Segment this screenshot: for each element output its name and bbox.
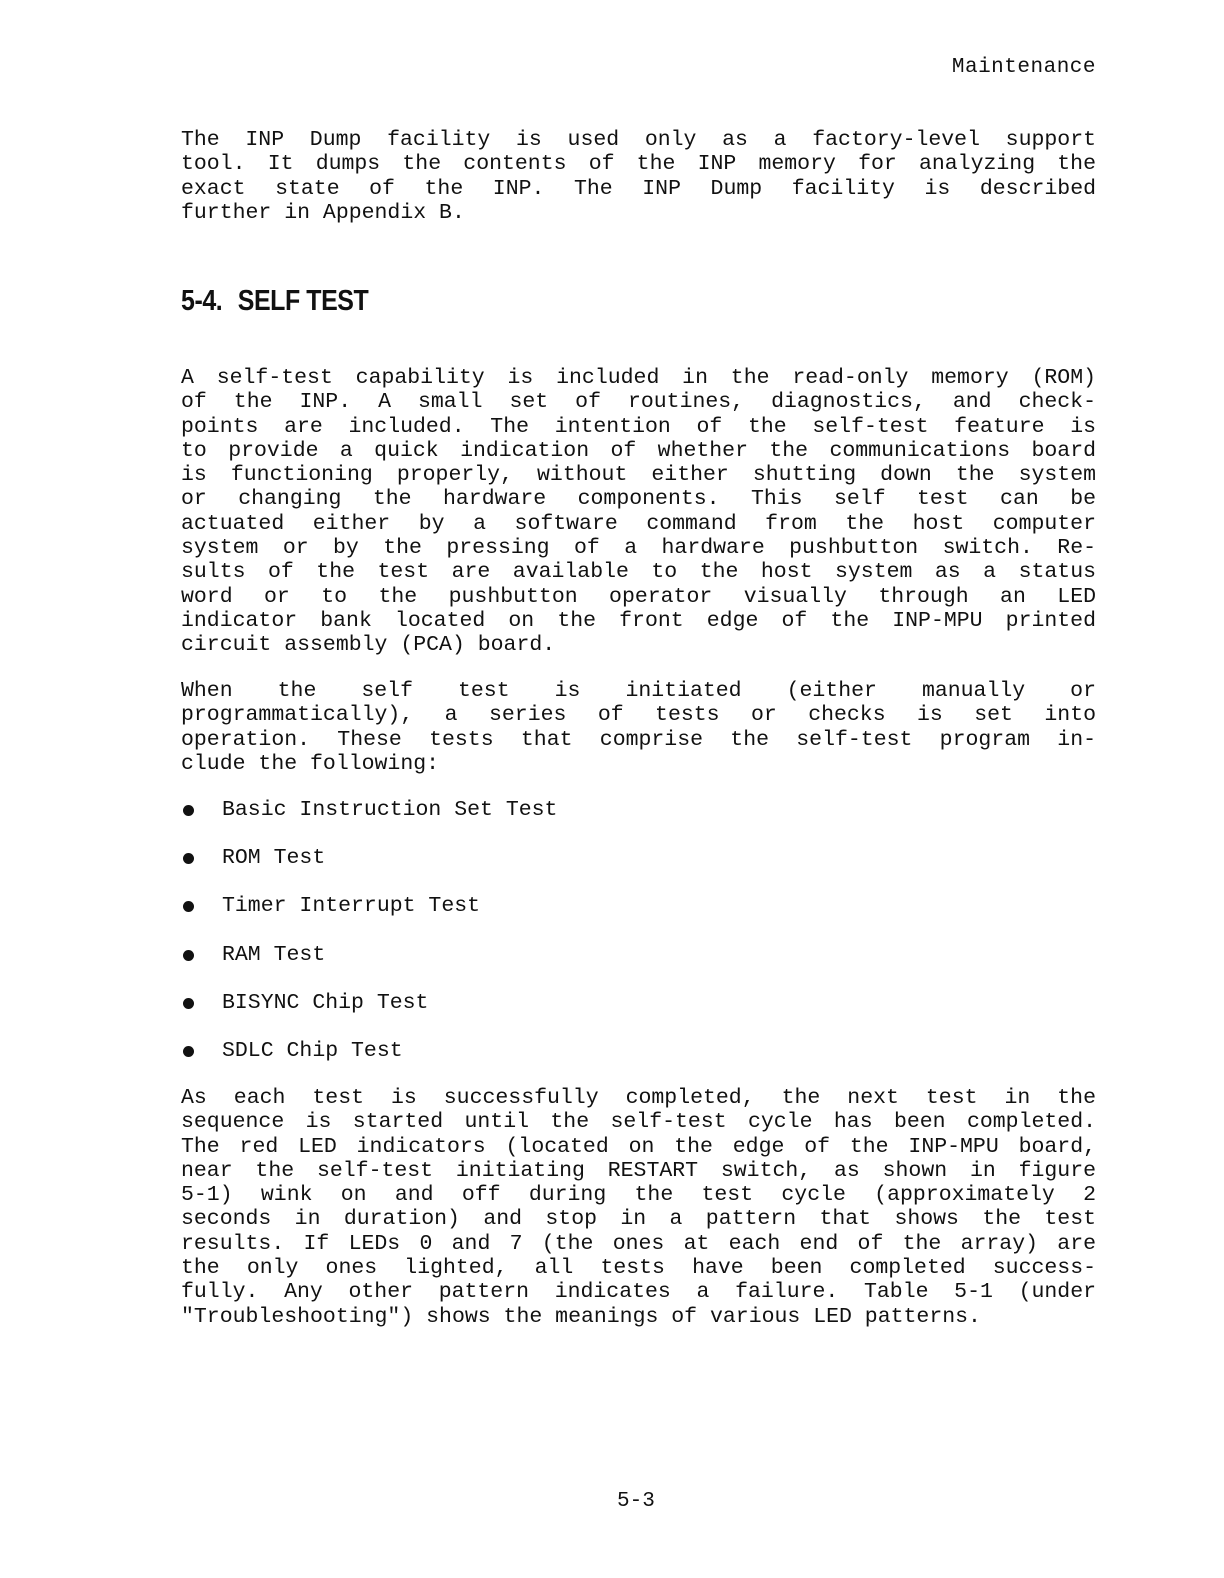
- text-line: points are included. The intention of the self-test feature is: [181, 414, 1096, 439]
- bullet-icon: [183, 998, 194, 1009]
- text-line: further in Appendix B.: [181, 200, 465, 225]
- text-line: As each test is successfully completed, the next test in the: [181, 1086, 1096, 1110]
- text-line: indicator bank located on the front edge of the INP-MPU printed: [181, 608, 1096, 633]
- test-name: ROM Test: [222, 846, 326, 871]
- text-line: exact state of the INP. The INP Dump facility is described: [181, 176, 1096, 201]
- text-line: fully. Any other pattern indicates a failure. Table 5-1 (under: [181, 1280, 1096, 1305]
- text-line: actuated either by a software command from the host computer: [181, 511, 1096, 536]
- text-line: word or to the pushbutton operator visually through an LED: [181, 584, 1096, 609]
- list-item: [181, 942, 781, 990]
- text-line: A self-test capability is included in the read-only memory (ROM): [181, 366, 1096, 390]
- text-line: operation. These tests that comprise the self-test program in-: [181, 727, 1096, 752]
- text-line: or changing the hardware components. This self test can be: [181, 487, 1096, 512]
- text-line: circuit assembly (PCA) board.: [181, 633, 556, 658]
- text-line: tool. It dumps the contents of the INP memory for analyzing the: [181, 152, 1096, 177]
- intro-paragraph: [181, 128, 1096, 225]
- text-line: system or by the pressing of a hardware pushbutton switch. Re-: [181, 536, 1096, 561]
- text-line: of the INP. A small set of routines, diagnostics, and check-: [181, 390, 1096, 415]
- text-line: seconds in duration) and stop in a pattern that shows the test: [181, 1207, 1096, 1232]
- list-item: [181, 990, 781, 1038]
- text-line: results. If LEDs 0 and 7 (the ones at each end of the array) are: [181, 1231, 1096, 1256]
- list-item: [181, 845, 781, 893]
- text-line: clude the following:: [181, 751, 440, 776]
- test-list: [181, 797, 781, 1086]
- self-test-paragraph-2: [181, 679, 1096, 776]
- bullet-icon: [183, 805, 194, 816]
- text-line: The INP Dump facility is used only as a factory-level support: [181, 128, 1096, 152]
- test-name: BISYNC Chip Test: [222, 990, 429, 1015]
- self-test-paragraph-1: [181, 366, 1096, 658]
- text-line: sults of the test are available to the host system as a status: [181, 560, 1096, 585]
- bullet-icon: [183, 950, 194, 961]
- bullet-icon: [183, 1046, 194, 1057]
- text-line: is functioning properly, without either shutting down the system: [181, 463, 1096, 488]
- text-line: near the self-test initiating RESTART switch, as shown in figure: [181, 1158, 1096, 1183]
- bullet-icon: [183, 901, 194, 912]
- test-name: Timer Interrupt Test: [222, 894, 481, 919]
- text-line: When the self test is initiated (either manually or: [181, 679, 1096, 703]
- text-line: 5-1) wink on and off during the test cycle (approximately 2: [181, 1183, 1096, 1208]
- text-line: "Troubleshooting") shows the meanings of various LED patterns.: [181, 1304, 981, 1329]
- list-item: [181, 893, 781, 941]
- section-heading: [181, 285, 368, 318]
- text-line: sequence is started until the self-test cycle has been completed.: [181, 1110, 1096, 1135]
- text-line: the only ones lighted, all tests have been completed success-: [181, 1256, 1096, 1281]
- page-number: 5-3: [617, 1490, 655, 1513]
- text-line: The red LED indicators (located on the edge of the INP-MPU board,: [181, 1134, 1096, 1159]
- section-title: SELF TEST: [237, 285, 369, 317]
- text-line: programmatically), a series of tests or checks is set into: [181, 703, 1096, 728]
- bullet-icon: [183, 853, 194, 864]
- text-line: to provide a quick indication of whether the communications board: [181, 438, 1096, 463]
- running-header: Maintenance: [951, 56, 1096, 79]
- self-test-paragraph-3: [181, 1086, 1096, 1329]
- list-item: [181, 797, 781, 845]
- section-number: 5-4.: [181, 285, 223, 317]
- test-name: SDLC Chip Test: [222, 1038, 403, 1063]
- test-name: Basic Instruction Set Test: [222, 798, 558, 822]
- test-name: RAM Test: [222, 942, 326, 967]
- list-item: [181, 1038, 781, 1086]
